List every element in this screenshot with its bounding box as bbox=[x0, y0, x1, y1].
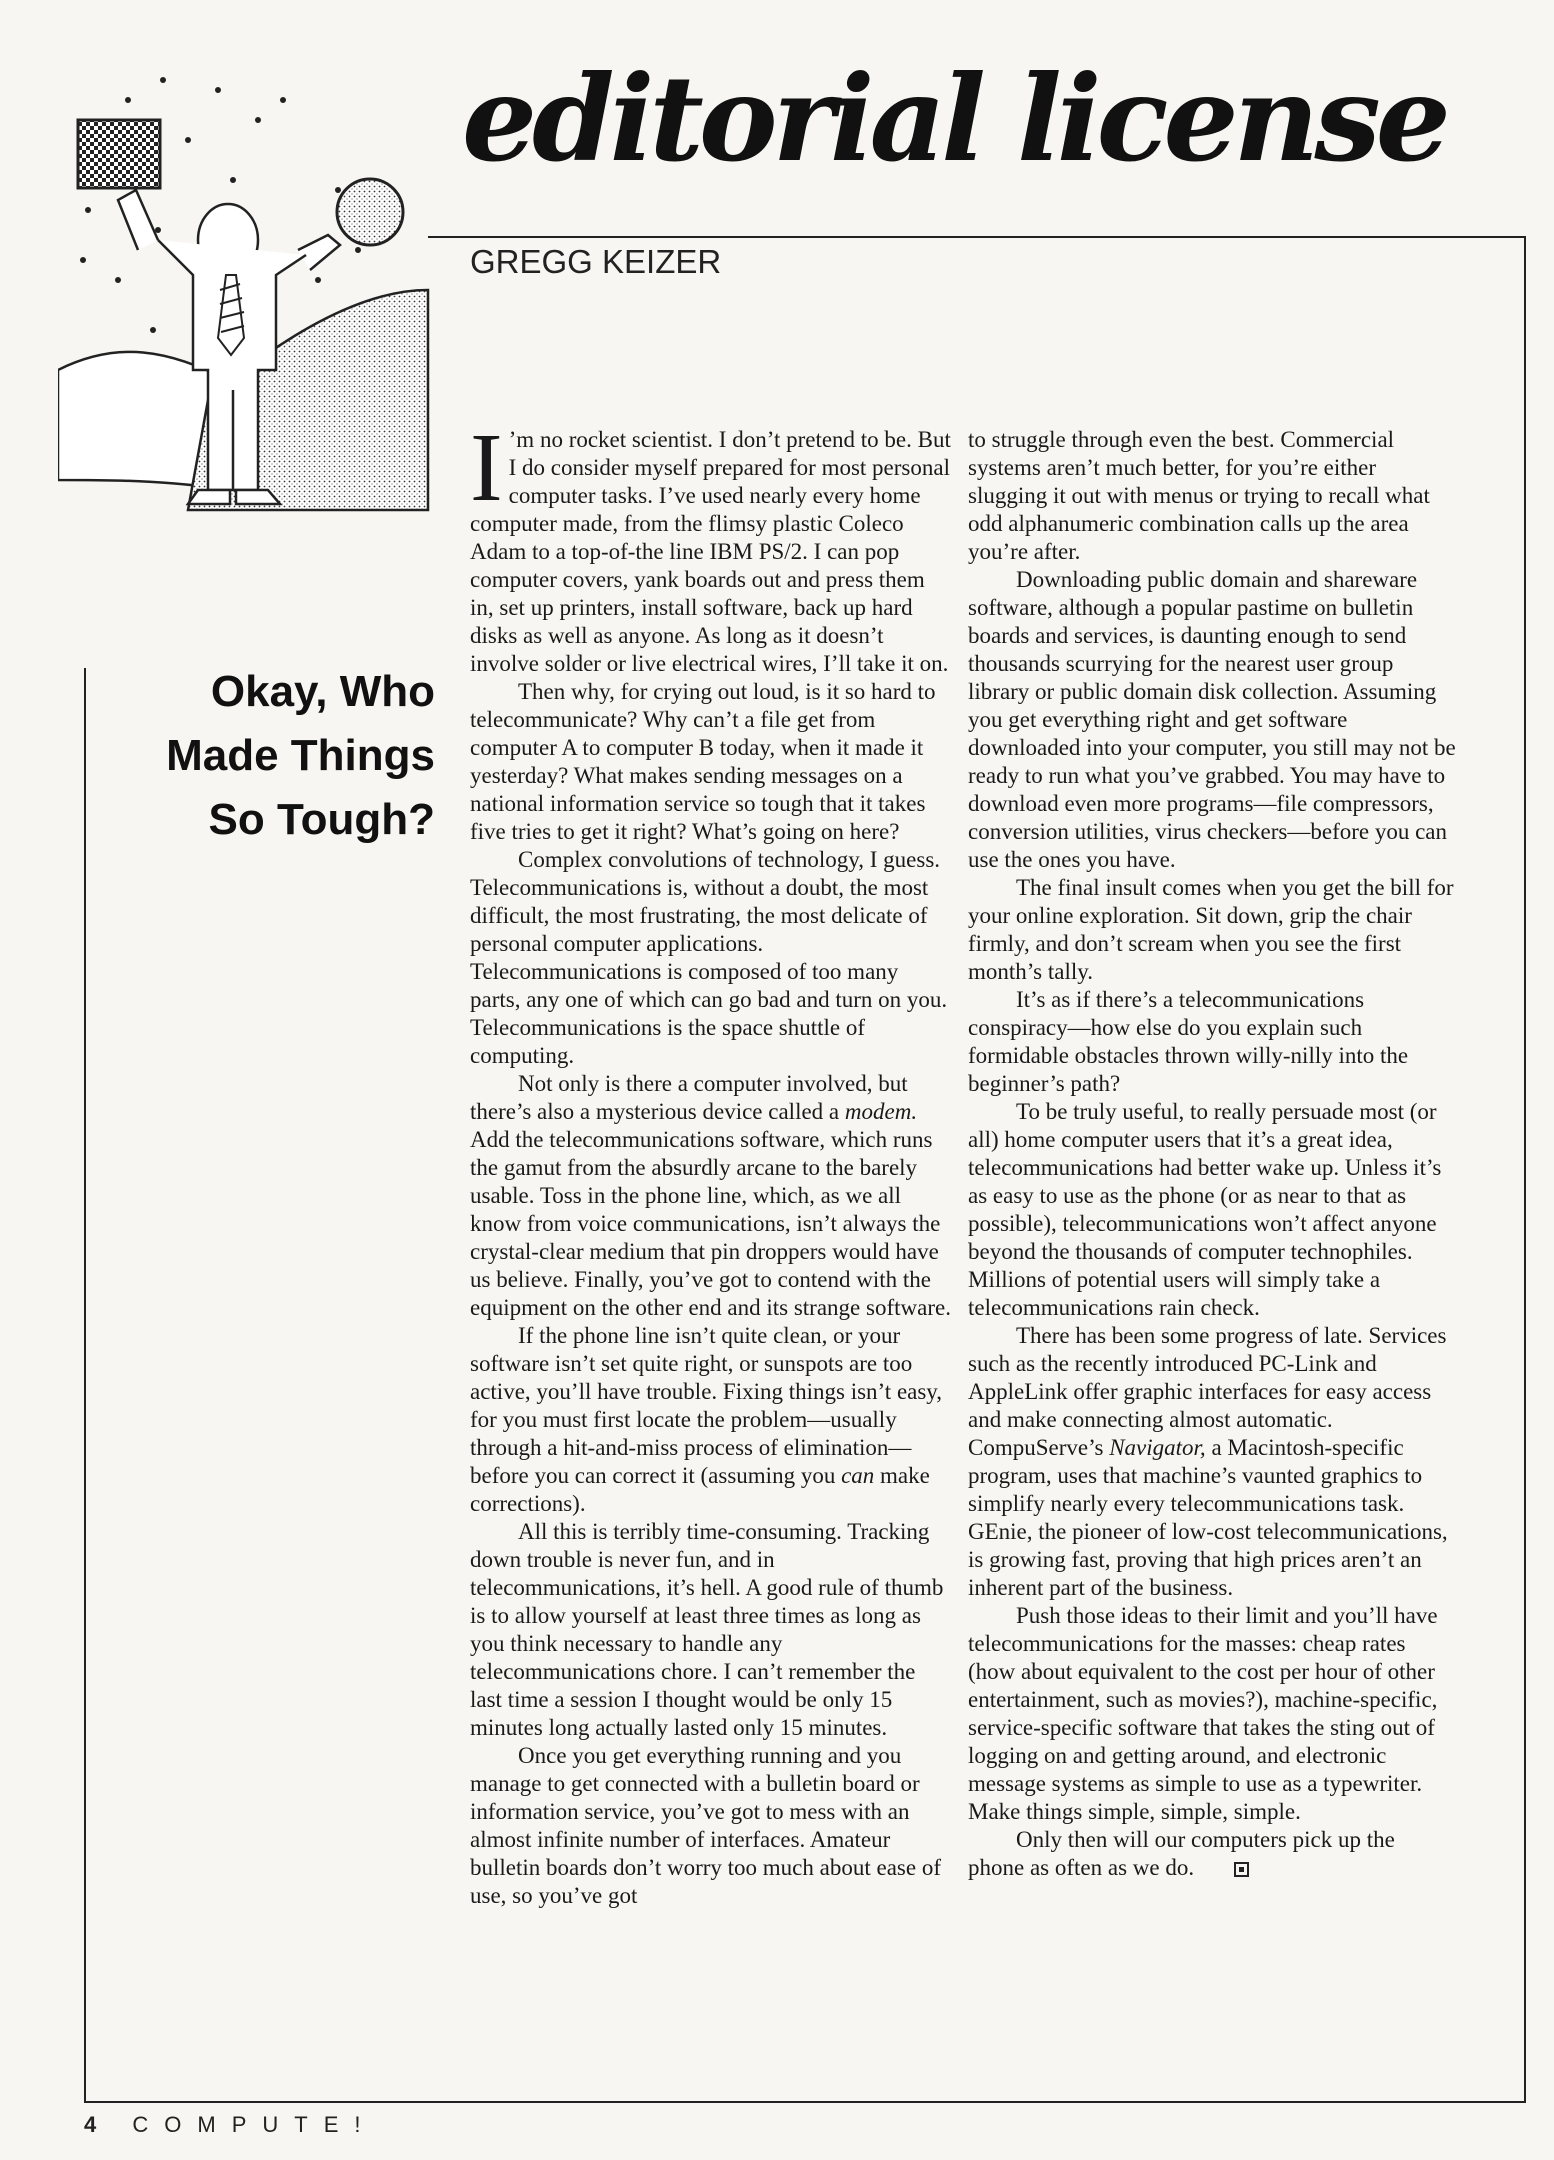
body-paragraph: All this is terribly time-consuming. Tracking down trouble is never fun, and in telecommunications, it’s hell. A good rule of thumb is to allow yourself at least three times as long as you think necessary to handle any telecommunications chore. I can’t remember the last time a session I thought would be only 15 minutes long actually lasted only 15 minutes. bbox=[470, 1519, 944, 1740]
article-column-2 bbox=[968, 426, 1456, 1882]
article-headline bbox=[110, 660, 435, 852]
body-paragraph: to struggle through even the best. Commercial systems aren’t much better, for you’re either slugging it out with menus or trying to recall what odd alphanumeric combination calls up the area you’re after. bbox=[968, 427, 1430, 564]
body-paragraph: Push those ideas to their limit and you’ll have telecommunications for the masses: cheap rates (how about equivalent to the cost per hour of other entertainment, such as movies?), machine-specific, service-specific software that takes the sting out of logging on and getting around, and electronic message systems as simple to use as a typewriter. Make things simple, simple, simple. bbox=[968, 1603, 1438, 1824]
author-byline: GREGG KEIZER bbox=[470, 243, 722, 280]
body-paragraph: Complex convolutions of technology, I guess. Telecommunications is, without a doubt, the most difficult, the most frustrating, the most delicate of personal computer applications. Telecommunications is composed of too many parts, any one of which can go bad and turn on you. Telecommunications is the space shuttle of computing. bbox=[470, 847, 948, 1068]
body-paragraph: It’s as if there’s a telecommunications conspiracy—how else do you explain such formidable obstacles thrown willy-nilly into the beginner’s path? bbox=[968, 987, 1409, 1096]
page-folio bbox=[84, 2112, 377, 2138]
headline-line: Made Things bbox=[166, 731, 435, 780]
headline-line: So Tough? bbox=[208, 795, 435, 844]
drop-cap: I bbox=[470, 414, 503, 522]
body-paragraph: Then why, for crying out loud, is it so hard to telecommunicate? Why can’t a file get from computer A to computer B today, when it made it yesterday? What makes sending messages on a national information service so tough that it takes five tries to get it right? What’s going on here? bbox=[470, 679, 936, 844]
body-paragraph: Only then will our computers pick up the phone as often as we do. bbox=[968, 1827, 1395, 1880]
magazine-name: COMPUTE! bbox=[132, 2112, 377, 2137]
frame-rule-left bbox=[84, 668, 86, 2103]
masthead-title: editorial license bbox=[462, 49, 1446, 188]
headline-line: Okay, Who bbox=[210, 667, 435, 716]
checkered-box bbox=[78, 120, 160, 188]
frame-rule-bottom bbox=[84, 2101, 1526, 2103]
body-paragraph: I ’m no rocket scientist. I don’t pretend to be. But I do consider myself prepared for most personal computer tasks. I’ve used nearly every home computer made, from the flimsy plastic Coleco Adam to a top-of-the line IBM PS/2. I can pop computer covers, yank boards out and press them in, set up printers, install software, back up hard disks as well as anyone. As long as it doesn’t involve solder or live electrical wires, I’ll take it on. bbox=[470, 414, 951, 676]
article-column-1 bbox=[470, 414, 952, 1910]
body-paragraph: Downloading public domain and shareware software, although a popular pastime on bulletin boards and services, is daunting enough to send thousands scurrying for the nearest user group library or public domain disk collection. Assuming you get everything right and get software downloaded into your computer, you still may not be ready to run what you’ve grabbed. You may have to download even more programs—file compressors, conversion utilities, virus checkers—before you can use the ones you have. bbox=[968, 567, 1456, 872]
body-paragraph: If the phone line isn’t quite clean, or your software isn’t set quite right, or sunspots are too active, you’ll have trouble. Fixing things isn’t easy, for you must first locate the problem—usually through a hit-and-miss process of elimination—before you can correct it (assuming you can make corrections). bbox=[470, 1323, 943, 1516]
body-paragraph: To be truly useful, to really persuade most (or all) home computer users that it’s a great idea, telecommunications had better wake up. Unless it’s as easy to use as the phone (or as near to that as possible), telecommunications won’t affect anyone beyond the thousands of computer technophiles. Millions of potential users will simply take a telecommunications rain check. bbox=[968, 1099, 1442, 1320]
body-paragraph: The final insult comes when you get the bill for your online exploration. Sit down, grip the chair firmly, and don’t scream when you see the first month’s tally. bbox=[968, 875, 1454, 984]
body-paragraph: Not only is there a computer involved, but there’s also a mysterious device called a modem. Add the telecommunications software, which runs the gamut from the absurdly arcane to the barely usable. Toss in the phone line, which, as we all know from voice communications, isn’t always the crystal-clear medium that pin droppers would have us believe. Finally, you’ve got to contend with the equipment on the other end and its strange software. bbox=[470, 1071, 951, 1320]
frame-rule-right bbox=[1524, 236, 1526, 2103]
page-number: 4 bbox=[84, 2112, 97, 2137]
end-of-article-mark bbox=[1234, 1862, 1249, 1877]
dotted-ball bbox=[337, 179, 403, 245]
body-paragraph: Once you get everything running and you manage to get connected with a bulletin board or information service, you’ve got to mess with an almost infinite number of interfaces. Amateur bulletin boards don’t worry too much about ease of use, so you’ve got bbox=[470, 1743, 941, 1908]
frame-rule-top bbox=[428, 236, 1526, 238]
juggler-illustration bbox=[58, 70, 438, 550]
body-paragraph: There has been some progress of late. Services such as the recently introduced PC-Link and AppleLink offer graphic interfaces for easy access and make connecting almost automatic. CompuServe’s Navigator, a Macintosh-specific program, uses that machine’s vaunted graphics to simplify nearly every telecommunications task. GEnie, the pioneer of low-cost telecommunications, is growing fast, proving that high prices aren’t an inherent part of the business. bbox=[968, 1323, 1448, 1600]
